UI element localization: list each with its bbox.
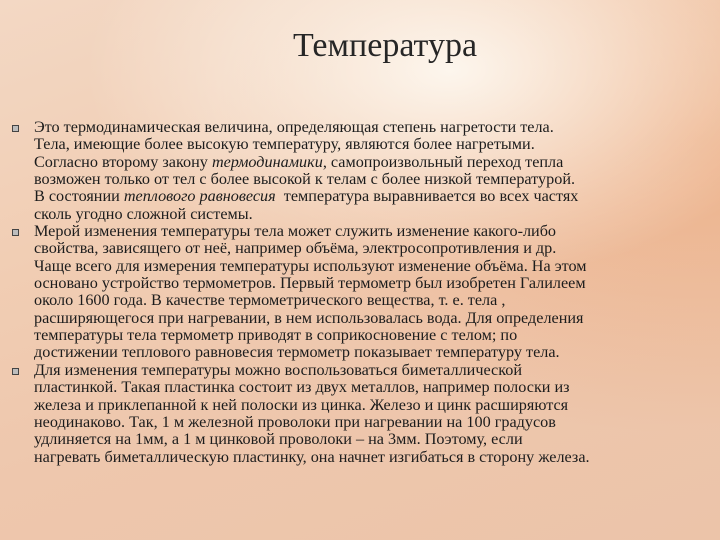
bullet-marker-icon xyxy=(12,125,19,132)
bullet-marker-icon xyxy=(12,229,19,236)
text-line: Для изменения температуры можно воспользоваться биметаллической xyxy=(34,360,523,379)
bullet-marker-icon xyxy=(12,368,19,375)
slide-title: Температура xyxy=(292,27,478,64)
text-line: достижении теплового равновесия термометр показывает температуру тела. xyxy=(34,343,560,362)
text-line: Это термодинамическая величина, определяющая степень нагретости тела. xyxy=(34,118,554,136)
text-line: расширяющегося при нагревании, в нем использовалась вода. Для определения xyxy=(34,308,584,327)
text-line: свойства, зависящего от неё, например объёма, электросопротивления и др. xyxy=(34,239,557,258)
text-line: В состоянии теплового равновесия температура выравнивается во всех частях xyxy=(34,187,579,206)
italic-term: теплового равновесия xyxy=(123,187,276,206)
text-line: около 1600 года. В качестве термометрического вещества, т. е. тела , xyxy=(34,291,506,310)
text-line: Чаще всего для измерения температуры используют изменение объёма. На этом xyxy=(34,256,587,275)
bullet-text xyxy=(34,362,702,466)
text-line: температуры тела термометр приводят в соприкосновение с телом; по xyxy=(34,326,518,345)
text-line: нагревать биметаллическую пластинку, она начнет изгибаться в сторону железа. xyxy=(34,447,590,466)
text-line: сколь угодно сложной системы. xyxy=(34,204,253,223)
slide-body xyxy=(12,119,702,466)
italic-term: термодинамики xyxy=(211,152,323,171)
text-line: Согласно второму закону термодинамики, самопроизвольный переход тепла xyxy=(34,152,564,171)
text-line: Мерой изменения температуры тела может служить изменение какого-либо xyxy=(34,222,557,241)
bullet-3 xyxy=(12,362,702,466)
text-line: неодинаково. Так, 1 м железной проволоки при нагревании на 100 градусов xyxy=(34,412,556,431)
text-line: удлиняется на 1мм, а 1 м цинковой проволоки – на 3мм. Поэтому, если xyxy=(34,430,523,449)
bullet-text xyxy=(34,223,702,362)
text-line: железа и приклепанной к ней полоски из цинка. Железо и цинк расширяются xyxy=(34,395,569,414)
bullet-2 xyxy=(12,223,702,362)
text-line: основано устройство термометров. Первый термометр был изобретен Галилеем xyxy=(34,274,586,293)
bullet-text xyxy=(34,119,702,223)
text-line: возможен только от тел с более высокой к телам с более низкой температурой. xyxy=(34,170,576,189)
bullet-1 xyxy=(12,119,702,223)
text-line: пластинкой. Такая пластинка состоит из двух металлов, например полоски из xyxy=(34,378,570,397)
text-line: Тела, имеющие более высокую температуру, являются более нагретыми. xyxy=(34,135,535,154)
